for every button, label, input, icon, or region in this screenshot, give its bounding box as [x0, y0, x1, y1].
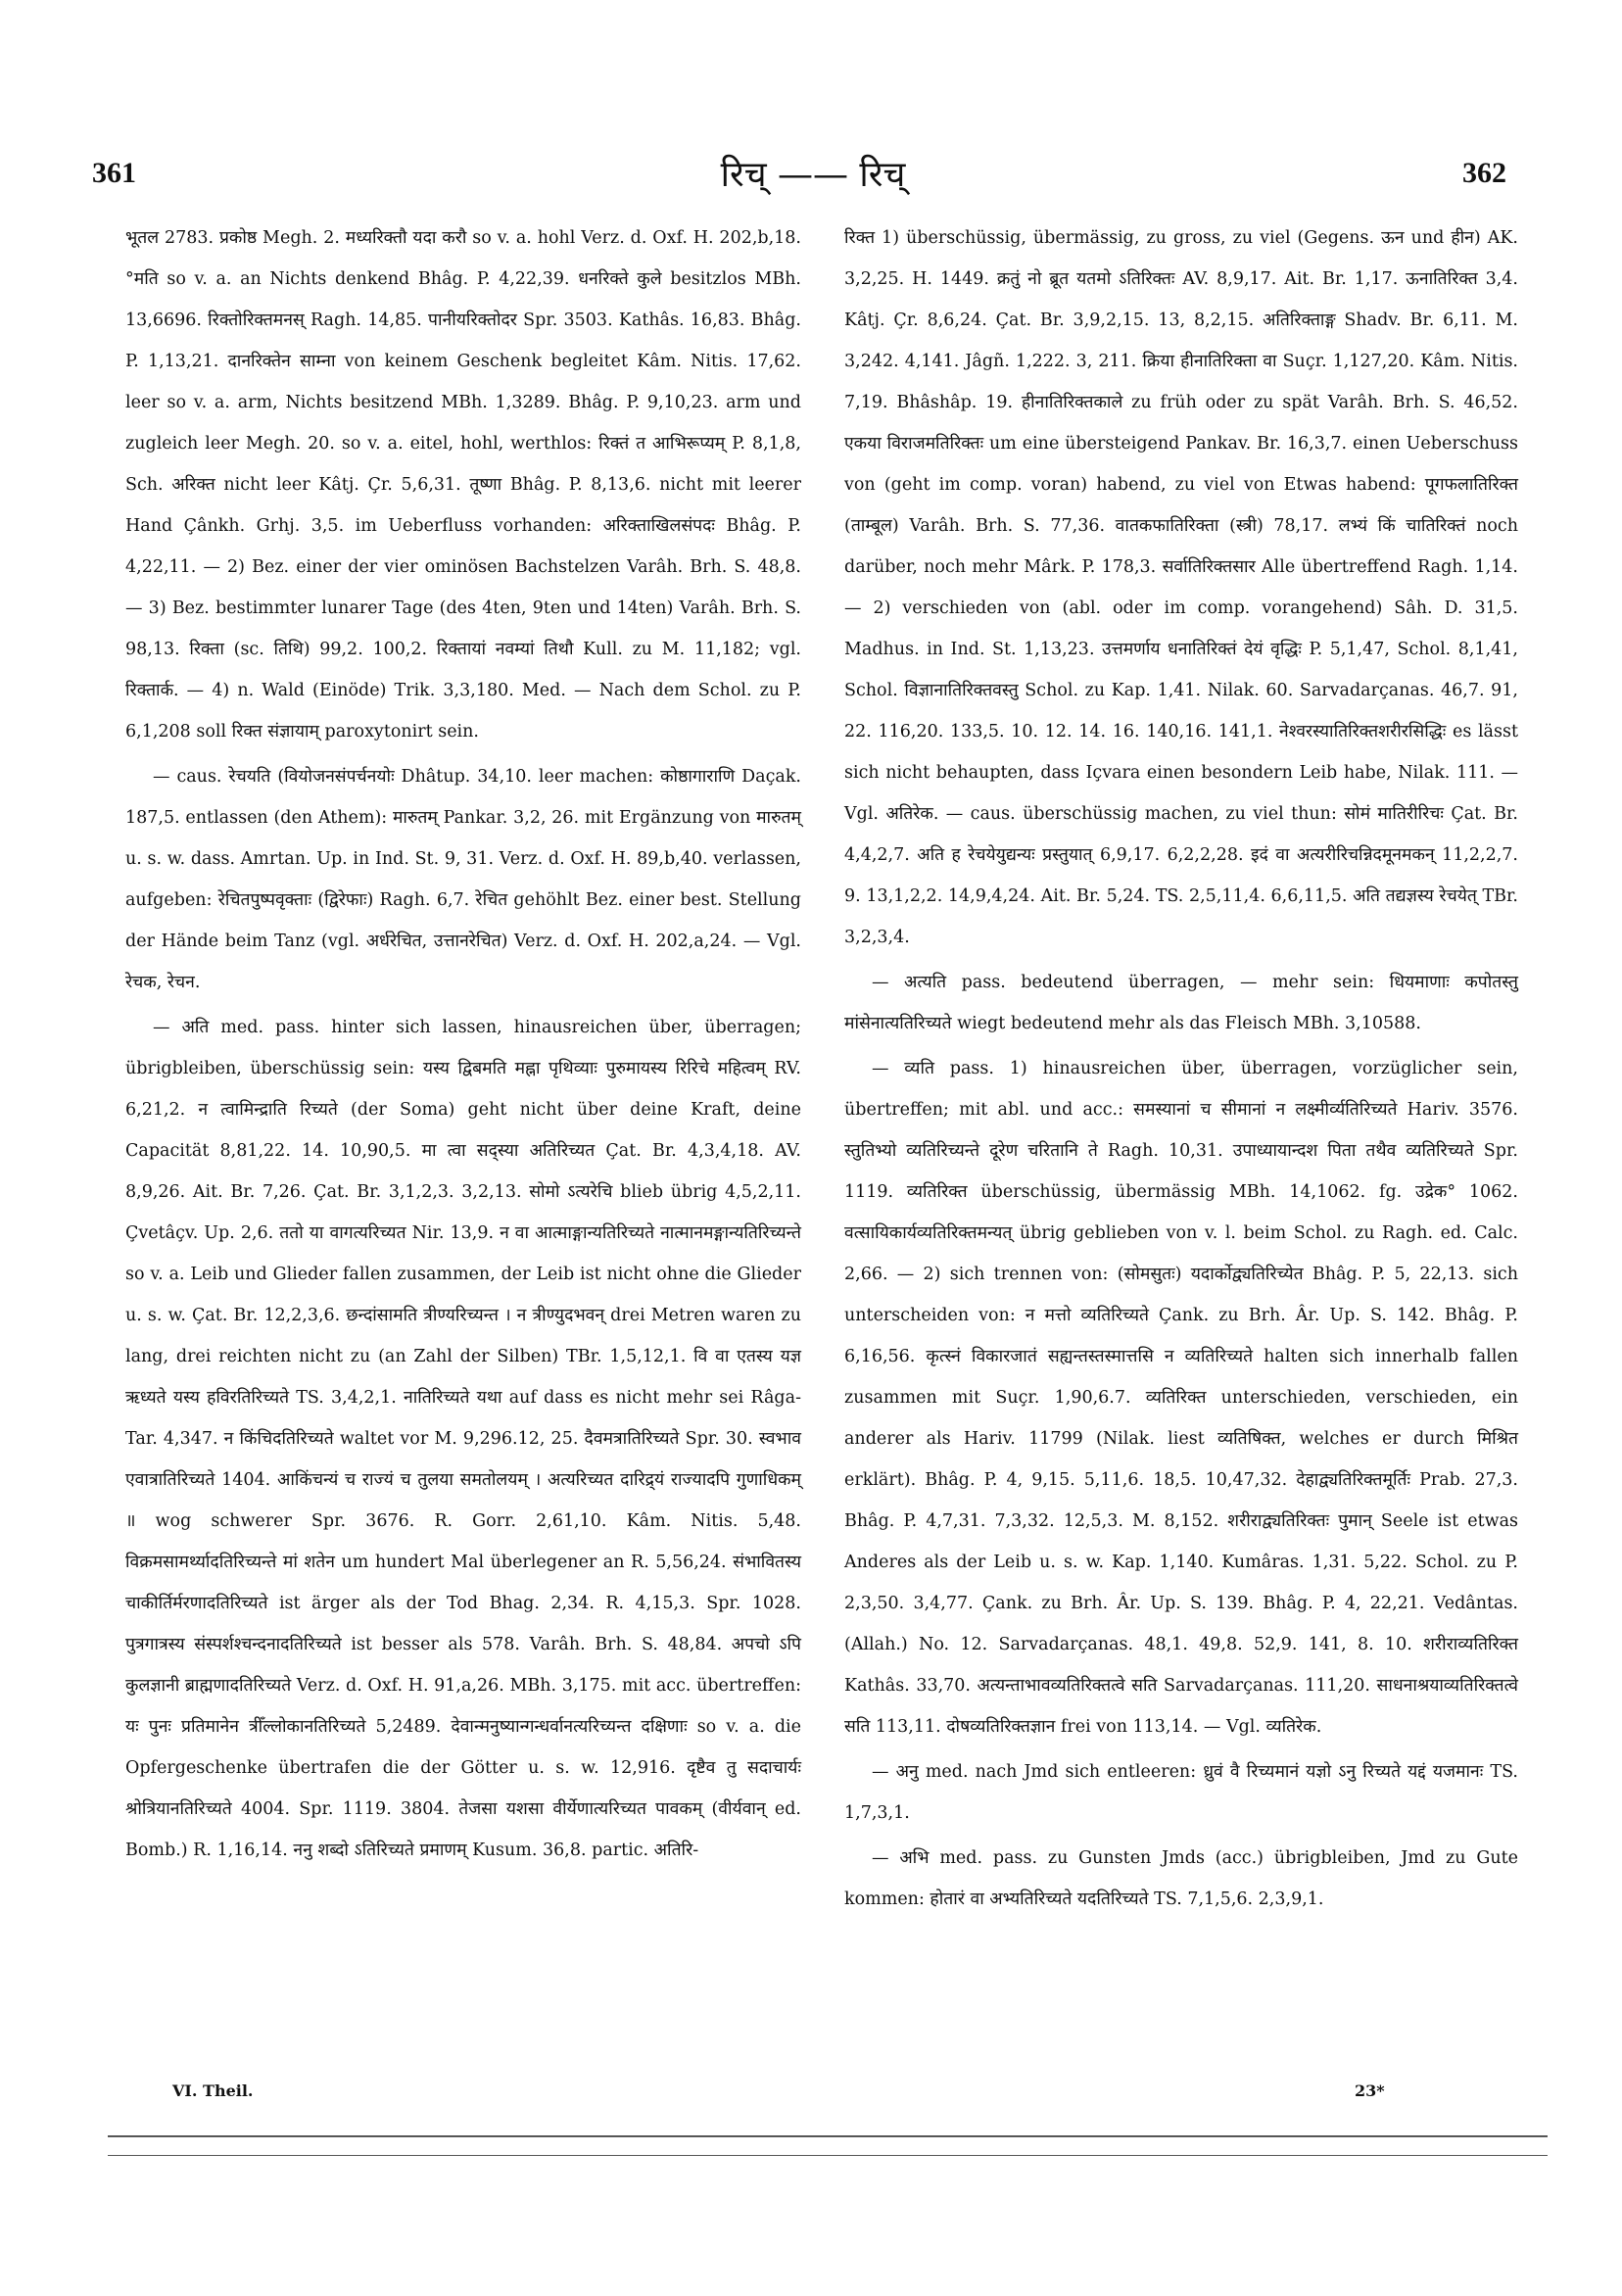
bottom-rule-thin — [108, 2155, 1548, 2156]
signature-mark-right: 23* — [1355, 2081, 1385, 2100]
entry-paragraph: — अति med. pass. hinter sich lassen, hinausreichen über, überragen; übrigbleiben, überschüssig sein: यस्य द्विबमति मह्ना पृथिव्याः पुरुमायस्य रिरिचे महित्वम् RV. 6,21,2. न त्वामिन्द्राति रिच्यते (der Soma) geht nicht über deine Kraft, deine Capacität 8,81,22. 14. 10,90,5. मा त्वा सद्स्या अतिरिच्यत Çat. Br. 4,3,4,18. AV. 8,9,26. Ait. Br. 7,26. Çat. Br. 3,1,2,3. 3,2,13. सोमो ऽत्यरेचि blieb übrig 4,5,2,11. Çvetâçv. Up. 2,6. ततो या वागत्यरिच्यत Nir. 13,9. न वा आत्माङ्गान्यतिरिच्यते नात्मानमङ्गान्यतिरिच्यन्ते so v. a. Leib und Glieder fallen zusammen, der Leib ist nicht ohne die Glieder u. s. w. Çat. Br. 12,2,3,6. छन्दांसामति त्रीण्यरिच्यन्त । न त्रीण्युदभवन् drei Metren waren zu lang, drei reichten nicht zu (an Zahl der Silben) TBr. 1,5,12,1. वि वा एतस्य यज्ञ ऋध्यते यस्य हविरतिरिच्यते TS. 3,4,2,1. नातिरिच्यते यथा auf dass es nicht mehr sei Râga-Tar. 4,347. न किंचिदतिरिच्यते waltet vor M. 9,296.12, 25. दैवमत्रातिरिच्यते Spr. 30. स्वभाव एवात्रातिरिच्यते 1404. आकिंचन्यं च राज्यं च तुलया समतोलयम् । अत्यरिच्यत दारिद्र्यं राज्यादपि गुणाधिकम् ॥ wog schwerer Spr. 3676. R. Gorr. 2,61,10. Kâm. Nitis. 5,48. विक्रमसामर्थ्यादतिरिच्यन्ते मां शतेन um hundert Mal überlegener an R. 5,56,24. संभावितस्य चाकीर्तिर्मरणादतिरिच्यते ist ärger als der Tod Bhag. 2,34. R. 4,15,3. Spr. 1028. पुत्रगात्रस्य संस्पर्शश्चन्दनादतिरिच्यते ist besser als 578. Varâh. Brh. S. 48,84. अपचो ऽपि कुलज्ञानी ब्राह्मणादतिरिच्यते Verz. d. Oxf. H. 91,a,26. MBh. 3,175. mit acc. übertreffen: यः पुनः प्रतिमानेन त्रीँल्लोकानतिरिच्यते 5,2489. देवान्मनुष्यान्गन्धर्वानत्यरिच्यन्त दक्षिणाः so v. a. die Opfergeschenke übertrafen die der Götter u. s. w. 12,916. दृष्टैव तु सदाचार्यः श्रोत्रियानतिरिच्यते 4004. Spr. 1119. 3804. तेजसा यशसा वीर्येणात्यरिच्यत पावकम् (वीर्यवान् ed. Bomb.) R. 1,16,14. ननु शब्दो ऽतिरिच्यते प्रमाणम् Kusum. 36,8. partic. अतिरि- — [125, 1018, 801, 1860]
running-headword — [568, 149, 1058, 197]
left-column — [125, 217, 801, 1875]
entry-paragraph: रिक्त 1) überschüssig, übermässig, zu gross, zu viel (Gegens. ऊन und हीन) AK. 3,2,25. H. 1449. क्रतुं नो ब्रूत यतमो ऽतिरिक्तः AV. 8,9,17. Ait. Br. 1,17. ऊनातिरिक्त 3,4. Kâtj. Çr. 8,6,24. Çat. Br. 3,9,2,15. 13, 8,2,15. अतिरिक्ताङ्ग Shadv. Br. 6,11. M. 3,242. 4,141. Jâgñ. 1,222. 3, 211. क्रिया हीनातिरिक्ता वा Suçr. 1,127,20. Kâm. Nitis. 7,19. Bhâshâp. 19. हीनातिरिक्तकाले zu früh oder zu spät Varâh. Brh. S. 46,52. एकया विराजमतिरिक्तः um eine übersteigend Pankav. Br. 16,3,7. einen Ueberschuss von (geht im comp. voran) habend, zu viel von Etwas habend: पूगफलातिरिक्त (ताम्बूल) Varâh. Brh. S. 77,36. वातकफातिरिक्ता (स्त्री) 78,17. लभ्यं किं चातिरिक्तं noch darüber, noch mehr Mârk. P. 178,3. सर्वातिरिक्तसार Alle übertreffend Ragh. 1,14. — 2) verschieden von (abl. oder im comp. vorangehend) Sâh. D. 31,5. Madhus. in Ind. St. 1,13,23. उत्तमर्णाय धनातिरिक्तं देयं वृद्धिः P. 5,1,47, Schol. 8,1,41, Schol. विज्ञानातिरिक्तवस्तु Schol. zu Kap. 1,41. Nilak. 60. Sarvadarçanas. 46,7. 91, 22. 116,20. 133,5. 10. 12. 14. 16. 140,16. 141,1. नेश्वरस्यातिरिक्तशरीरसिद्धिः es lässt sich nicht behaupten, dass Içvara einen besondern Leib habe, Nilak. 111. — Vgl. अतिरेक. — caus. überschüssig machen, zu viel thun: सोमं मातिरीरिचः Çat. Br. 4,4,2,7. अति ह रेचयेयुद्यन्यः प्रस्तुयात् 6,9,17. 6,2,2,28. इदं वा अत्यरीरिचन्निदमूनमकन् 11,2,2,7. 9. 13,1,2,2. 14,9,4,24. Ait. Br. 5,24. TS. 2,5,11,4. 6,6,11,5. अति तद्यज्ञस्य रेचयेत् TBr. 3,2,3,4. — [844, 228, 1518, 947]
signature-mark-left: VI. Theil. — [172, 2081, 254, 2100]
entry-paragraph: — व्यति pass. 1) hinausreichen über, überragen, vorzüglicher sein, übertreffen; mit abl. und acc.: समस्यानां च सीमानां न लक्ष्मीर्व्यतिरिच्यते Hariv. 3576. स्तुतिभ्यो व्यतिरिच्यन्ते दूरेण चरितानि ते Ragh. 10,31. उपाध्यायान्दश पिता तथैव व्यतिरिच्यते Spr. 1119. व्यतिरिक्त überschüssig, übermässig MBh. 14,1062. fg. उद्रेक° 1062. वत्सायिकार्यव्यतिरिक्तमन्यत् übrig geblieben von v. l. beim Schol. zu Ragh. ed. Calc. 2,66. — 2) sich trennen von: (सोमसुतः) यदार्कोद्व्यतिरिच्येत Bhâg. P. 5, 22,13. sich unterscheiden von: न मत्तो व्यतिरिच्यते Çank. zu Brh. Âr. Up. S. 142. Bhâg. P. 6,16,56. कृत्स्नं विकारजातं सह्यन्तस्तस्मात्तसि न व्यतिरिच्यते halten sich innerhalb fallen zusammen mit Suçr. 1,90,6.7. व्यतिरिक्त unterschieden, verschieden, ein anderer als Hariv. 11799 (Nilak. liest व्यतिषिक्त, welches er durch मिश्रित erklärt). Bhâg. P. 4, 9,15. 5,11,6. 18,5. 10,47,32. देहाद्व्यतिरिक्तमूर्तिः Prab. 27,3. Bhâg. P. 4,7,31. 7,3,32. 12,5,3. M. 8,152. शरीराद्व्यतिरिक्तः पुमान् Seele ist etwas Anderes als der Leib u. s. w. Kap. 1,140. Kumâras. 1,31. 5,22. Schol. zu P. 2,3,50. 3,4,77. Çank. zu Brh. Âr. Up. S. 139. Bhâg. P. 4, 22,21. Vedântas. (Allah.) No. 12. Sarvadarçanas. 48,1. 49,8. 52,9. 141, 8. 10. शरीराव्यतिरिक्त Kathâs. 33,70. अत्यन्ताभावव्यतिरिक्तत्वे सति Sarvadarçanas. 111,20. साधनाश्रयाव्यतिरिक्तत्वे सति 113,11. दोषव्यतिरिक्तज्ञान frei von 113,14. — Vgl. व्यतिरेक. — [844, 1059, 1518, 1737]
entry-paragraph: — अभि med. pass. zu Gunsten Jmds (acc.) übrigbleiben, Jmd zu Gute kommen: होतारं वा अभ्यतिरिच्यते यदतिरिच्यते TS. 7,1,5,6. 2,3,9,1. — [844, 1848, 1518, 1909]
entry-paragraph: — अनु med. nach Jmd sich entleeren: ध्रुवं वै रिच्यमानं यज्ञो ऽनु रिच्यते यद्दं यजमानः TS. 1,7,3,1. — [844, 1762, 1518, 1823]
right-column — [844, 217, 1518, 1924]
headword-text: रिच् —— रिच् — [720, 155, 906, 195]
page-number-left: 361 — [92, 157, 136, 189]
entry-paragraph: — अत्यति pass. bedeutend überragen, — mehr sein: धियमाणाः कपोतस्तु मांसेनात्यतिरिच्यते wiegt bedeutend mehr als das Fleisch MBh. 3,10588. — [844, 973, 1518, 1033]
bottom-rule — [108, 2135, 1548, 2137]
entry-paragraph: भूतल 2783. प्रकोष्ठ Megh. 2. मध्यरिक्तौ यदा करौ so v. a. hohl Verz. d. Oxf. H. 202,b,18. °मति so v. a. an Nichts denkend Bhâg. P. 4,22,39. धनरिक्ते कुले besitzlos MBh. 13,6696. रिक्तोरिक्तमनस् Ragh. 14,85. पानीयरिक्तोदर Spr. 3503. Kathâs. 16,83. Bhâg. P. 1,13,21. दानरिक्तेन साम्ना von keinem Geschenk begleitet Kâm. Nitis. 17,62. leer so v. a. arm, Nichts besitzend MBh. 1,3289. Bhâg. P. 9,10,23. arm und zugleich leer Megh. 20. so v. a. eitel, hohl, werthlos: रिक्तं त आभिरूप्यम् P. 8,1,8, Sch. अरिक्त nicht leer Kâtj. Çr. 5,6,31. तूष्णा Bhâg. P. 8,13,6. nicht mit leerer Hand Çânkh. Grhj. 3,5. im Ueberfluss vorhanden: अरिक्ताखिलसंपदः Bhâg. P. 4,22,11. — 2) Bez. einer der vier ominösen Bachstelzen Varâh. Brh. S. 48,8. — 3) Bez. bestimmter lunarer Tage (des 4ten, 9ten und 14ten) Varâh. Brh. S. 98,13. रिक्ता (sc. तिथि) 99,2. 100,2. रिक्तायां नवम्यां तिथौ Kull. zu M. 11,182; vgl. रिक्तार्क. — 4) n. Wald (Einöde) Trik. 3,3,180. Med. — Nach dem Schol. zu P. 6,1,208 soll रिक्त संज्ञायाम् paroxytonirt sein. — [125, 228, 801, 741]
entry-paragraph: — caus. रेचयति (वियोजनसंपर्चनयोः Dhâtup. 34,10. leer machen: कोष्ठागाराणि Daçak. 187,5. entlassen (den Athem): मारुतम् Pankar. 3,2, 26. mit Ergänzung von मारुतम् u. s. w. dass. Amrtan. Up. in Ind. St. 9, 31. Verz. d. Oxf. H. 89,b,40. verlassen, aufgeben: रेचितपुष्पवृक्ताः (द्विरेफाः) Ragh. 6,7. रेचित gehöhlt Bez. einer best. Stellung der Hände beim Tanz (vgl. अर्धरेचित, उत्तानरेचित) Verz. d. Oxf. H. 202,a,24. — Vgl. रेचक, रेचन. — [125, 767, 801, 992]
page-number-right: 362 — [1462, 157, 1506, 189]
